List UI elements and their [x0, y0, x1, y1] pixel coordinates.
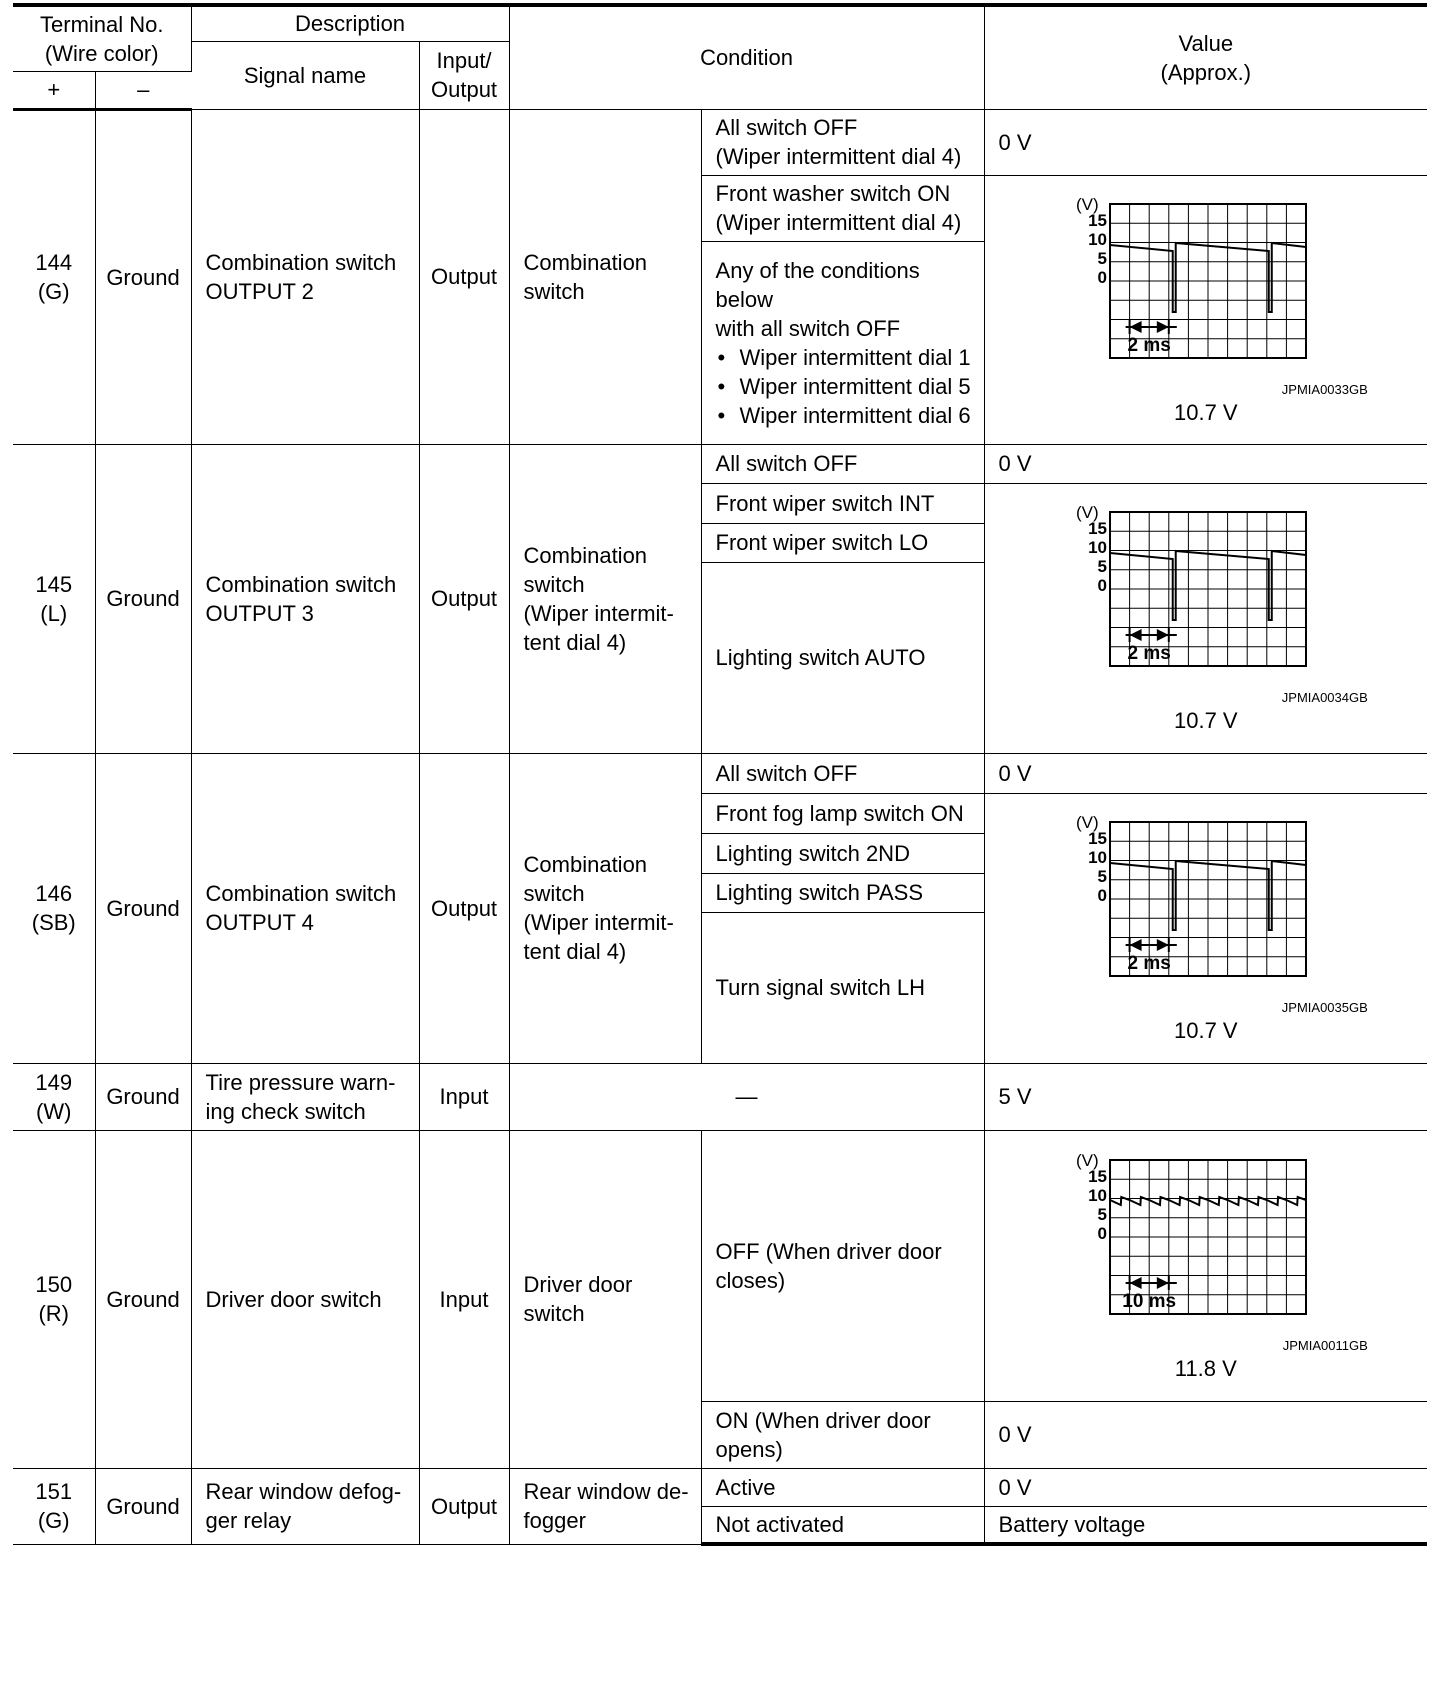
sub-condition-line: opens) — [715, 1436, 783, 1462]
waveform-chart — [1072, 500, 1372, 690]
wire-color: (L) — [40, 600, 68, 626]
condition-line: switch — [523, 571, 585, 597]
sub-condition-cell: Lighting switch 2ND — [701, 833, 984, 873]
table-row — [13, 1063, 1427, 1130]
waveform-figure — [1036, 192, 1376, 428]
waveform-y-tick: 10 — [1087, 229, 1107, 249]
signal-name-line: OUTPUT 2 — [205, 278, 314, 304]
io-cell: Output — [419, 444, 509, 753]
signal-name-cell — [191, 753, 419, 1063]
sub-condition-cell: Lighting switch AUTO — [701, 562, 984, 753]
terminal-cell — [13, 444, 95, 753]
sub-condition-line: OFF (When driver door — [715, 1238, 942, 1264]
waveform-chart — [1072, 192, 1372, 382]
terminal-number: 146 — [35, 881, 73, 906]
list-item: • Wiper intermittent dial 1 — [716, 343, 978, 372]
wire-color: (G) — [37, 279, 70, 304]
time-scale-arrow — [1129, 629, 1141, 641]
condition-line: Driver door — [523, 1272, 633, 1297]
value-cell: 0 V — [984, 444, 1427, 483]
value-cell: 0 V — [984, 109, 1427, 175]
list-item: • Wiper intermittent dial 5 — [716, 372, 978, 401]
signal-name-line: Tire pressure warn- — [205, 1069, 396, 1095]
waveform-value: 10.7 V — [1173, 1018, 1238, 1043]
io-cell: Input — [419, 1063, 509, 1130]
sub-condition-line: ON (When driver door — [715, 1407, 931, 1433]
sub-condition-line: All switch OFF — [715, 115, 858, 140]
figure-id: JPMIA0033GB — [1281, 381, 1368, 397]
condition-line: Combination — [523, 542, 648, 568]
sub-condition-cell — [701, 241, 984, 444]
condition-line: tent dial 4) — [523, 629, 627, 655]
signal-name-line: ger relay — [205, 1508, 292, 1533]
condition-line: fogger — [523, 1508, 586, 1533]
signal-name-cell — [191, 109, 419, 444]
sub-condition-cell: All switch OFF — [701, 753, 984, 793]
time-scale-label: 2 ms — [1127, 643, 1171, 664]
value-cell: 0 V — [984, 753, 1427, 793]
ground-cell: Ground — [95, 753, 191, 1063]
value-cell: Battery voltage — [984, 1506, 1427, 1544]
wire-color: (R) — [38, 1301, 70, 1326]
table-row — [13, 1468, 1427, 1506]
header-plus: + — [13, 71, 95, 109]
terminal-table-wrapper — [13, 3, 1427, 1546]
sub-condition-cell: Active — [701, 1468, 984, 1506]
header-terminal — [13, 5, 191, 71]
condition-line: switch — [523, 1301, 585, 1326]
waveform-y-tick: 0 — [1097, 576, 1107, 595]
wire-color: (SB) — [31, 910, 76, 935]
condition-cell — [509, 444, 701, 753]
sub-condition-cell — [701, 175, 984, 241]
value-cell: 0 V — [984, 1468, 1427, 1506]
terminal-table — [13, 3, 1427, 1546]
waveform-value: 10.7 V — [1173, 399, 1238, 425]
time-scale-arrow — [1129, 939, 1141, 951]
sub-condition-cell: Front fog lamp switch ON — [701, 793, 984, 833]
ground-cell: Ground — [95, 444, 191, 753]
table-row — [13, 1130, 1427, 1401]
sub-condition-cell — [701, 109, 984, 175]
waveform-value: 11.8 V — [1174, 1355, 1237, 1381]
header-value-approx: (Approx.) — [1160, 59, 1252, 85]
waveform-y-tick: 15 — [1087, 519, 1107, 538]
ground-cell: Ground — [95, 1063, 191, 1130]
waveform-chart — [1072, 810, 1372, 1000]
ground-cell: Ground — [95, 1130, 191, 1468]
header-io-input: Input/ — [436, 48, 492, 73]
signal-name-line: Rear window defog- — [205, 1479, 402, 1504]
condition-cell — [509, 753, 701, 1063]
value-cell: 0 V — [984, 1401, 1427, 1468]
wire-color: (W) — [36, 1098, 72, 1124]
header-io-output: Output — [431, 77, 498, 102]
signal-name-line: Combination switch — [205, 571, 397, 597]
condition-line: (Wiper intermit- — [523, 910, 674, 935]
signal-name-line: OUTPUT 3 — [205, 600, 314, 626]
sub-condition-cell: All switch OFF — [701, 444, 984, 483]
condition-line: Rear window de- — [523, 1479, 689, 1504]
waveform-figure — [1036, 810, 1376, 1046]
waveform-y-tick: 0 — [1097, 886, 1107, 905]
waveform-y-unit: (V) — [1075, 503, 1099, 522]
waveform-y-tick: 0 — [1097, 267, 1107, 287]
waveform-y-tick: 0 — [1097, 1223, 1107, 1243]
header-condition: Condition — [509, 5, 984, 109]
waveform-y-tick: 15 — [1087, 210, 1107, 230]
waveform-y-tick: 10 — [1087, 538, 1107, 557]
terminal-cell — [13, 1130, 95, 1468]
condition-line: tent dial 4) — [523, 939, 627, 964]
terminal-number: 144 — [35, 250, 73, 275]
signal-name-cell: Driver door switch — [191, 1130, 419, 1468]
sub-condition-cell: Front wiper switch LO — [701, 523, 984, 562]
header-terminal-label: Terminal No. — [40, 11, 164, 37]
signal-name-line: Combination switch — [205, 249, 397, 275]
terminal-number: 151 — [35, 1479, 73, 1504]
ground-cell: Ground — [95, 109, 191, 444]
sub-condition-line: with all switch OFF — [715, 315, 901, 341]
condition-line: Combination — [523, 249, 648, 275]
sub-condition-cell: Front wiper switch INT — [701, 483, 984, 523]
wire-color: (G) — [37, 1508, 70, 1533]
sub-condition-cell — [701, 1401, 984, 1468]
terminal-cell — [13, 753, 95, 1063]
terminal-number: 150 — [35, 1272, 73, 1297]
waveform-y-tick: 5 — [1097, 1204, 1107, 1224]
time-scale-label: 10 ms — [1122, 1290, 1176, 1312]
header-value-label: Value — [1178, 30, 1234, 56]
header-signal-name: Signal name — [191, 41, 419, 109]
figure-id: JPMIA0011GB — [1282, 1337, 1368, 1353]
header-io — [419, 41, 509, 109]
waveform-y-tick: 15 — [1087, 1166, 1107, 1186]
terminal-number: 149 — [35, 1069, 73, 1095]
waveform-figure — [1036, 500, 1376, 736]
figure-id: JPMIA0035GB — [1281, 1000, 1368, 1015]
condition-line: Combination — [523, 852, 648, 877]
time-scale-arrow — [1157, 939, 1169, 951]
signal-name-cell — [191, 444, 419, 753]
sub-condition-list — [716, 343, 978, 430]
waveform-cell — [984, 175, 1427, 444]
io-cell: Output — [419, 753, 509, 1063]
terminal-number: 145 — [35, 571, 73, 597]
header-wire-color-label: (Wire color) — [44, 40, 159, 66]
condition-line: switch — [523, 881, 585, 906]
figure-id: JPMIA0034GB — [1281, 690, 1368, 705]
condition-cell — [509, 109, 701, 444]
condition-line: switch — [523, 278, 585, 304]
header-value — [984, 5, 1427, 109]
sub-condition-cell: Not activated — [701, 1506, 984, 1544]
time-scale-arrow — [1157, 629, 1169, 641]
table-row — [13, 444, 1427, 483]
time-scale-label: 2 ms — [1127, 953, 1171, 974]
sub-condition-line: closes) — [715, 1267, 786, 1293]
io-cell: Output — [419, 1468, 509, 1544]
waveform-chart — [1072, 1148, 1372, 1338]
waveform-value: 10.7 V — [1173, 708, 1238, 733]
condition-cell: — — [509, 1063, 984, 1130]
condition-line: (Wiper intermit- — [523, 600, 674, 626]
ground-cell: Ground — [95, 1468, 191, 1544]
waveform-cell — [984, 1130, 1427, 1401]
terminal-cell — [13, 1063, 95, 1130]
table-row — [13, 753, 1427, 793]
waveform-y-tick: 10 — [1087, 1185, 1107, 1205]
sub-condition-cell: Turn signal switch LH — [701, 912, 984, 1063]
sub-condition-cell: Lighting switch PASS — [701, 873, 984, 912]
sub-condition-cell — [701, 1130, 984, 1401]
value-cell: 5 V — [984, 1063, 1427, 1130]
time-scale-arrow — [1129, 321, 1141, 333]
signal-name-line: OUTPUT 4 — [205, 910, 314, 935]
sub-condition-line: Any of the conditions below — [715, 257, 920, 312]
io-cell: Input — [419, 1130, 509, 1468]
condition-cell — [509, 1130, 701, 1468]
waveform-y-tick: 15 — [1087, 829, 1107, 848]
waveform-y-tick: 5 — [1097, 867, 1107, 886]
waveform-y-unit: (V) — [1075, 194, 1099, 214]
time-scale-label: 2 ms — [1127, 334, 1171, 356]
time-scale-arrow — [1129, 1277, 1141, 1289]
sub-condition-line: (Wiper intermittent dial 4) — [715, 144, 962, 169]
signal-name-line: ing check switch — [205, 1098, 366, 1124]
waveform-y-tick: 10 — [1087, 848, 1107, 867]
waveform-y-unit: (V) — [1075, 1150, 1099, 1170]
list-item: • Wiper intermittent dial 6 — [716, 401, 978, 430]
sub-condition-line: (Wiper intermittent dial 4) — [715, 210, 962, 235]
signal-name-cell — [191, 1468, 419, 1544]
waveform-cell — [984, 793, 1427, 1063]
header-minus: – — [95, 71, 191, 109]
waveform-y-tick: 5 — [1097, 557, 1107, 576]
sub-condition-line: Front washer switch ON — [715, 181, 951, 206]
waveform-cell — [984, 483, 1427, 753]
signal-name-line: Combination switch — [205, 881, 397, 906]
waveform-y-tick: 5 — [1097, 248, 1107, 268]
waveform-figure — [1036, 1148, 1376, 1384]
time-scale-arrow — [1157, 1277, 1169, 1289]
terminal-cell — [13, 1468, 95, 1544]
time-scale-arrow — [1157, 321, 1169, 333]
table-row — [13, 109, 1427, 175]
signal-name-cell — [191, 1063, 419, 1130]
condition-cell — [509, 1468, 701, 1544]
waveform-y-unit: (V) — [1075, 813, 1099, 832]
terminal-cell — [13, 109, 95, 444]
header-description: Description — [191, 5, 509, 41]
io-cell: Output — [419, 109, 509, 444]
